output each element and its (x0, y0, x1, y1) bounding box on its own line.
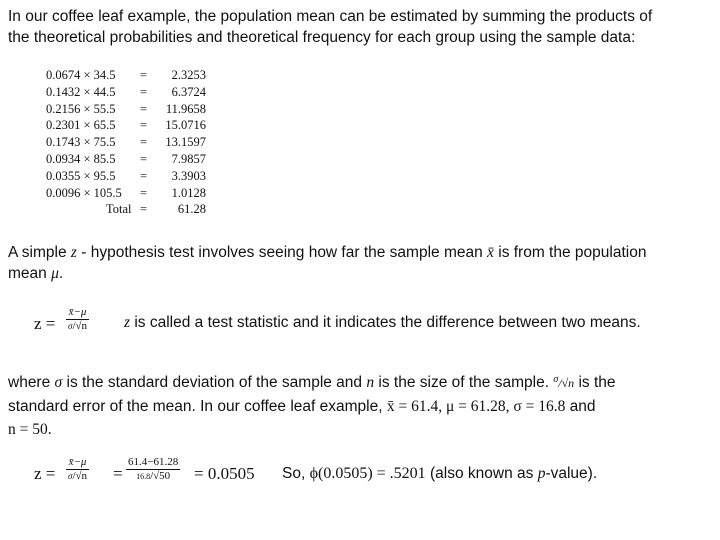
calculation-result: 61.28 (177, 202, 206, 217)
calculation-row (46, 151, 246, 168)
z-formula-line (34, 306, 714, 346)
calculation-equals: = (140, 202, 148, 217)
calculation-equals: = (140, 101, 148, 116)
calculation-result: 7.9857 (171, 152, 206, 166)
z-symbol: z (70, 244, 77, 261)
hypothesis-line-1: A simple z - hypothesis test involves seeing how far the sample mean x̄ is from the population (8, 244, 647, 261)
calculation-expression: 0.2301 × 65.5 (46, 118, 116, 133)
final-fraction-2: $\frac{61.4-61.28}{16.8/√50}$ (128, 456, 179, 482)
where-line-1: where σ is the standard deviation of the sample and n is the size of the sample. $^\sigma$/√n is the (8, 374, 616, 391)
calculation-expression: 0.0674 × 34.5 (46, 68, 116, 82)
calculation-expression: 0.2156 × 55.5 (46, 101, 116, 116)
intro-line-1: In our coffee leaf example, the population mean can be estimated by summing the products of (8, 8, 653, 25)
calculation-result: 15.0716 (165, 118, 206, 133)
hypothesis-paragraph (8, 242, 714, 284)
where-paragraph (8, 368, 714, 441)
where-line-2: standard error of the mean. In our coffee leaf example, x̄ = 61.4, μ = 61.28, σ = 16.8 and (8, 398, 596, 415)
calculation-expression: 0.0934 × 85.5 (46, 152, 116, 166)
calculation-result: 11.9658 (165, 101, 206, 116)
standard-error-symbol: $^\sigma$/√n (553, 374, 575, 390)
calculation-table (0, 67, 260, 222)
calculation-row (46, 201, 246, 218)
calculation-result: 6.3724 (171, 84, 206, 99)
calculation-row (46, 168, 246, 185)
calculation-equals: = (140, 118, 148, 133)
intro-line-2: the theoretical probabilities and theoretical frequency for each group using the sample data: (8, 29, 636, 46)
calculation-expression: 0.1743 × 75.5 (46, 135, 116, 150)
calculation-result: 1.0128 (171, 185, 206, 200)
hypothesis-line-2: mean μ. (8, 265, 64, 282)
calculation-row (46, 101, 246, 118)
calculation-result: 13.1597 (165, 135, 206, 150)
z-formula-lhs: z = (34, 314, 56, 333)
calculation-result: 2.3253 (171, 68, 206, 82)
calculation-equals: = (140, 168, 148, 183)
calculation-row (46, 117, 246, 134)
calculation-row (46, 185, 246, 202)
z-formula-description: z is called a test statistic and it indicates the difference between two means. (124, 314, 641, 331)
example-values: x̄ = 61.4, μ = 61.28, σ = 16.8 (386, 398, 566, 415)
calculation-result: 3.3903 (171, 168, 206, 183)
xbar-symbol: x̄ (487, 244, 494, 261)
z-formula-fraction: $\frac{x̄-\mu}{\sigma/√n}$ (68, 306, 88, 332)
calculation-equals: = (140, 185, 148, 200)
z-value: = 0.0505 (194, 464, 255, 483)
where-line-3: n = 50. (8, 421, 52, 438)
p-value-statement: So, ϕ(0.0505) = .5201 (also known as p-value). (282, 465, 598, 482)
calculation-row (46, 67, 246, 84)
calculation-row (46, 134, 246, 151)
calculation-equals: = (140, 84, 148, 99)
calculation-equals: = (140, 152, 148, 166)
intro-paragraph (8, 6, 714, 48)
calculation-equals: = (140, 135, 148, 150)
calculation-expression: 0.1432 × 44.5 (46, 84, 116, 99)
calculation-expression: 0.0096 × 105.5 (46, 185, 122, 200)
calculation-row (46, 84, 246, 101)
final-fraction-1: $\frac{x̄-\mu}{\sigma/√n}$ (68, 456, 88, 482)
final-calculation-line: z = $\frac{x̄-\mu}{\sigma/√n}$ = $\frac{61.4-61.28}{16.8/√50}$ = 0.0505 So, ϕ(0.0505) = .5201 (also known as p-value). (34, 456, 598, 483)
calculation-expression: Total (106, 202, 132, 217)
calculation-equals: = (140, 68, 148, 82)
calculation-expression: 0.0355 × 95.5 (46, 168, 116, 183)
mu-symbol: μ (51, 265, 59, 282)
